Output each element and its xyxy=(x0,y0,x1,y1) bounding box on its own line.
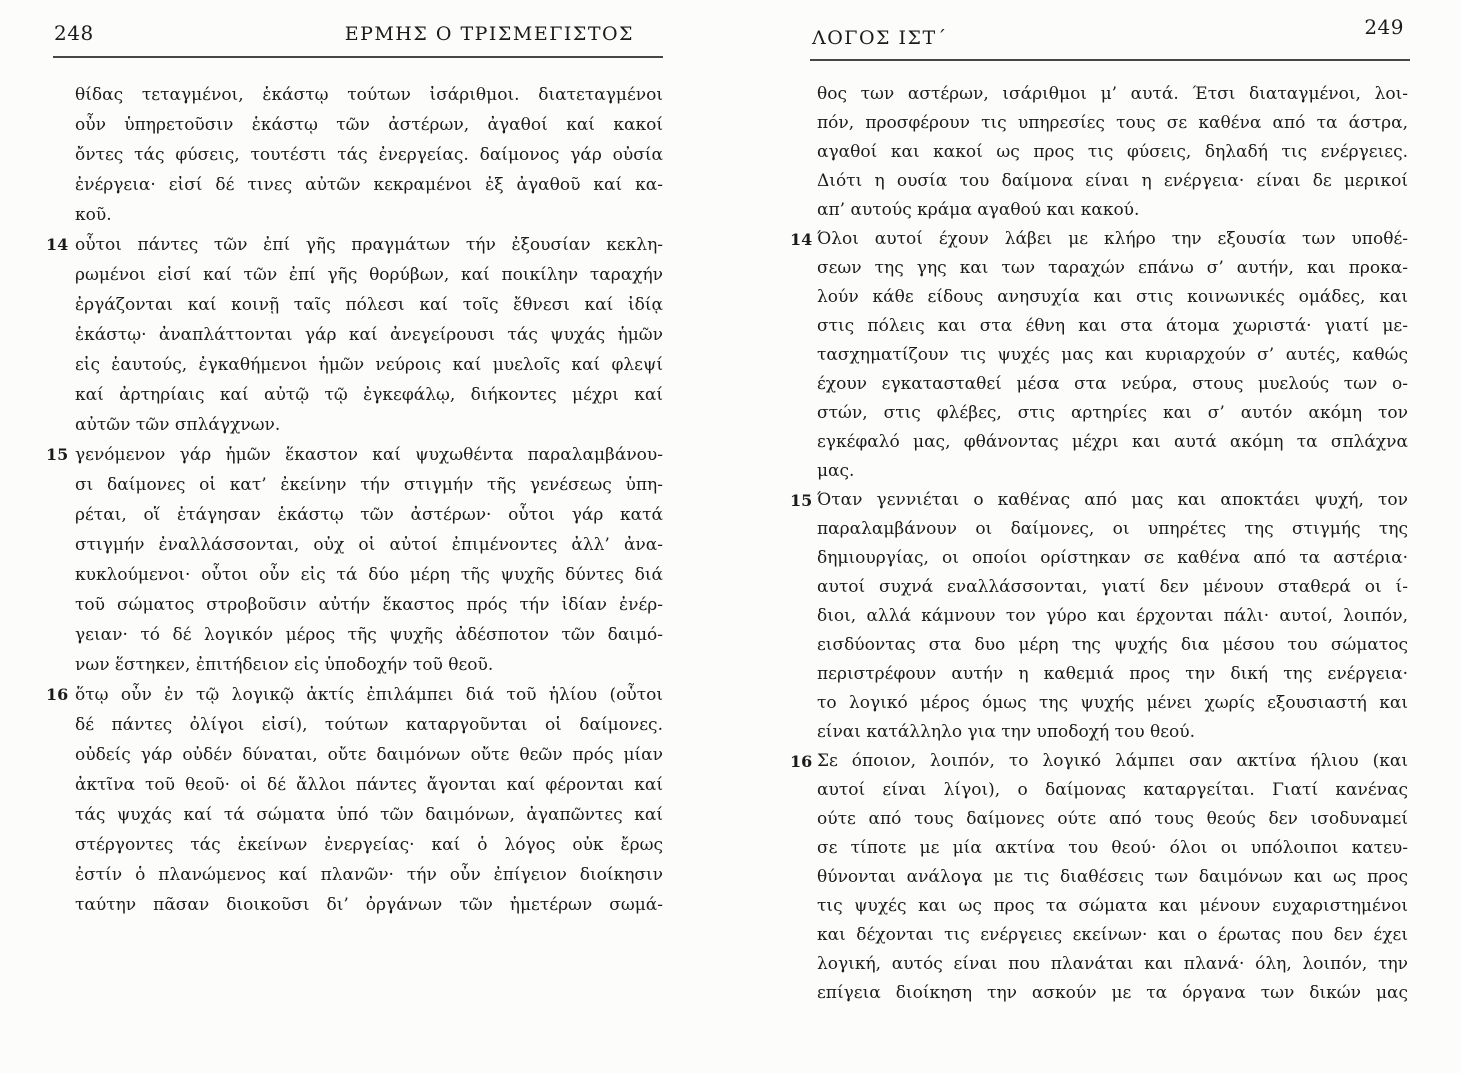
text-line: δημιουργίας, οι οποίοι ορίστηκαν σε καθένα από τα αστέρια· xyxy=(817,548,1408,568)
text-line: διοι, αλλά κάμνουν τον γύρο και έρχονται πάλι· αυτοί, λοιπόν, xyxy=(817,606,1408,626)
text-line: ἐστίν ὁ πλανώμενος καί πλανῶν· τήν οὖν ἐπίγειον διοίκησιν xyxy=(75,865,663,885)
text-line: σε τίποτε με μία ακτίνα του θεού· όλοι οι υπόλοιποι κατευ- xyxy=(817,838,1408,858)
right-header-rule xyxy=(810,59,1410,61)
paragraph-15 xyxy=(46,440,663,680)
text-line: ούτε από τους δαίμονες ούτε από τους θεούς δεν ισοδυναμεί xyxy=(817,809,1408,829)
left-page xyxy=(40,0,680,1073)
right-page xyxy=(780,0,1430,1073)
text-line: γενόμενον γάρ ἡμῶν ἕκαστον καί ψυχωθέντα παραλαμβάνου- xyxy=(75,445,663,465)
text-line: είναι κατάλληλο για την υποδοχή του θεού. xyxy=(817,722,1196,742)
text-line: ρέται, οἵ ἐτάγησαν ἑκάστῳ τῶν ἀστέρων· οὗτοι γάρ κατά xyxy=(75,505,663,525)
text-line: στέργοντες τάς ἐκείνων ἐνεργείας· καί ὁ λόγος οὐκ ἔρως xyxy=(75,835,663,855)
text-line: αὐτῶν τῶν σπλάγχνων. xyxy=(75,415,281,435)
paragraph-16 xyxy=(790,747,1408,1008)
text-line: απ’ αυτούς κράμα αγαθού και κακού. xyxy=(817,200,1140,220)
text-line: κοῦ. xyxy=(75,205,112,225)
text-line: στών, στις φλέβες, στις αρτηρίες και σ’ αυτόν ακόμη τον xyxy=(817,403,1408,423)
text-line: κυκλούμενοι· οὗτοι οὖν εἰς τά δύο μέρη τῆς ψυχῆς δύντες διά xyxy=(75,565,663,585)
text-line: οὖν ὑπηρετοῦσιν ἑκάστῳ τῶν ἀστέρων, ἀγαθοί καί κακοί xyxy=(75,115,663,135)
text-line: δέ πάντες ὀλίγοι εἰσί), τούτων καταργοῦνται οἱ δαίμονες. xyxy=(75,715,663,735)
text-line: πόν, προσφέρουν τις υπηρεσίες τους σε καθένα από τα άστρα, xyxy=(817,113,1408,133)
left-header-rule xyxy=(53,56,663,58)
paragraph-15 xyxy=(790,486,1408,747)
text-line: ὅτῳ οὖν ἐν τῷ λογικῷ ἀκτίς ἐπιλάμπει διά τοῦ ἡλίου (οὗτοι xyxy=(75,685,663,705)
left-page-number: 248 xyxy=(54,21,94,45)
text-line: ταύτην πᾶσαν διοικοῦσι δι’ ὀργάνων τῶν ἡμετέρων σωμά- xyxy=(75,895,663,915)
text-line: έχουν εγκατασταθεί μέσα στα νεύρα, στους μυελούς των ο- xyxy=(817,374,1408,394)
left-page-body xyxy=(46,80,663,920)
paragraph-number: 15 xyxy=(46,445,69,464)
text-line: ρωμένοι εἰσί καί τῶν ἐπί γῆς θορύβων, καί ποικίλην ταραχήν xyxy=(75,265,663,285)
text-line: στιγμήν ἐναλλάσσονται, οὐχ οἱ αὐτοί ἐπιμένοντες ἀλλ’ ἀνα- xyxy=(75,535,663,555)
text-line: σι δαίμονες οἱ κατ’ ἐκείνην τήν στιγμήν τῆς γενέσεως ὑπη- xyxy=(75,475,663,495)
right-page-number: 249 xyxy=(1364,15,1404,39)
text-line: νων ἕστηκεν, ἐπιτήδειον εἰς ὑποδοχήν τοῦ θεοῦ. xyxy=(75,655,494,675)
text-line: τάς ψυχάς καί τά σώματα ὑπό τῶν δαιμόνων, ἀγαπῶντες καί xyxy=(75,805,663,825)
paragraph-number: 14 xyxy=(46,235,69,254)
text-line: ἐργάζονται καί κοινῇ ταῖς πόλεσι καί τοῖς ἔθνεσι καί ἰδίᾳ xyxy=(75,295,663,315)
text-line: λογική, αυτός είναι που πλανάται και πλανά· όλη, λοιπόν, την xyxy=(817,954,1408,974)
text-line: το λογικό μέρος όμως της ψυχής μένει χωρίς εξουσιαστή και xyxy=(817,693,1408,713)
right-running-head: ΛΟΓΟΣ ΙΣΤ΄ xyxy=(812,27,948,49)
text-line: οὗτοι πάντες τῶν ἐπί γῆς πραγμάτων τήν ἐξουσίαν κεκλη- xyxy=(75,235,663,255)
text-line: μας. xyxy=(817,461,855,481)
paragraph-continuation xyxy=(817,80,1408,225)
paragraph-number: 16 xyxy=(46,685,69,704)
text-line: καί ἀρτηρίαις καί αὐτῷ τῷ ἐγκεφάλῳ, διήκοντες μέχρι καί xyxy=(75,385,663,405)
text-line: Διότι η ουσία του δαίμονα είναι η ενέργεια· είναι δε μερικοί xyxy=(817,171,1408,191)
text-line: εἰς ἑαυτούς, ἐγκαθήμενοι ἡμῶν νεύροις καί μυελοῖς καί φλεψί xyxy=(75,355,663,375)
text-line: θος των αστέρων, ισάριθμοι μ’ αυτά. Έτσι διαταγμένοι, λοι- xyxy=(817,84,1408,104)
text-line: αγαθοί και κακοί ως προς τις φύσεις, δηλαδή τις ενέργειες. xyxy=(817,142,1408,162)
paragraph-number: 14 xyxy=(790,230,813,249)
paragraph-continuation xyxy=(75,80,663,230)
text-line: σεων της γης και των ταραχών επάνω σ’ αυτήν, και προκα- xyxy=(817,258,1408,278)
text-line: θίδας τεταγμένοι, ἑκάστῳ τούτων ἰσάριθμοι. διατεταγμένοι xyxy=(75,85,663,105)
paragraph-number: 16 xyxy=(790,752,813,771)
text-line: τοῦ σώματος στροβοῦσιν αὐτήν ἕκαστος πρός τήν ἰδίαν ἐνέρ- xyxy=(75,595,663,615)
paragraph-14 xyxy=(790,225,1408,486)
text-line: και δέχονται τις ενέργειες εκείνων· και ο έρωτας που δεν έχει xyxy=(817,925,1408,945)
text-line: τασχηματίζουν τις ψυχές μας και κυριαρχούν σ’ αυτές, καθώς xyxy=(817,345,1408,365)
right-page-body xyxy=(790,80,1408,1008)
text-line: γειαν· τό δέ λογικόν μέρος τῆς ψυχῆς ἀδέσποτον τῶν δαιμό- xyxy=(75,625,663,645)
text-line: θύνονται ανάλογα με τις διαθέσεις των δαιμόνων και ως προς xyxy=(817,867,1408,887)
paragraph-16 xyxy=(46,680,663,920)
text-line: ὄντες τάς φύσεις, τουτέστι τάς ἐνεργείας. δαίμονος γάρ οὐσία xyxy=(75,145,663,165)
text-line: Σε όποιον, λοιπόν, το λογικό λάμπει σαν ακτίνα ήλιου (και xyxy=(817,751,1408,771)
text-line: στις πόλεις και στα έθνη και στα άτομα χωριστά· γιατί με- xyxy=(817,316,1408,336)
text-line: περιστρέφουν αυτήν η καθεμιά προς την δική της ενέργεια· xyxy=(817,664,1408,684)
text-line: ἐνέργεια· εἰσί δέ τινες αὐτῶν κεκραμένοι ἐξ ἀγαθοῦ καί κα- xyxy=(75,175,663,195)
text-line: αυτοί είναι λίγοι), ο δαίμονας καταργείται. Γιατί κανένας xyxy=(817,780,1408,800)
text-line: εγκέφαλό μας, φθάνοντας μέχρι και αυτά ακόμη τα σπλάχνα xyxy=(817,432,1408,452)
text-line: οὐδείς γάρ οὐδέν δύναται, οὔτε δαιμόνων οὔτε θεῶν πρός μίαν xyxy=(75,745,663,765)
text-line: λούν κάθε είδους ανησυχία και στις κοινωνικές ομάδες, και xyxy=(817,287,1408,307)
paragraph-14 xyxy=(46,230,663,440)
text-line: εισδύοντας στα δυο μέρη της ψυχής δια μέσου του σώματος xyxy=(817,635,1408,655)
text-line: παραλαμβάνουν οι δαίμονες, οι υπηρέτες της στιγμής της xyxy=(817,519,1408,539)
left-running-head: ΕΡΜΗΣ Ο ΤΡΙΣΜΕΓΙΣΤΟΣ xyxy=(344,23,634,45)
text-line: τις ψυχές και ως προς τα σώματα και μένουν ευχαριστημένοι xyxy=(817,896,1408,916)
text-line: αυτοί συχνά εναλλάσσονται, γιατί δεν μένουν σταθερά οι ί- xyxy=(817,577,1408,597)
text-line: Όλοι αυτοί έχουν λάβει με κλήρο την εξουσία των υποθέ- xyxy=(817,229,1408,249)
text-line: επίγεια διοίκηση την ασκούν με τα όργανα των δικών μας xyxy=(817,983,1408,1003)
text-line: ἑκάστῳ· ἀναπλάττονται γάρ καί ἀνεγείρουσι τάς ψυχάς ἡμῶν xyxy=(75,325,663,345)
text-line: ἀκτῖνα τοῦ θεοῦ· οἱ δέ ἄλλοι πάντες ἄγονται καί φέρονται καί xyxy=(75,775,663,795)
text-line: Όταν γεννιέται ο καθένας από μας και αποκτάει ψυχή, τον xyxy=(817,490,1408,510)
paragraph-number: 15 xyxy=(790,491,813,510)
